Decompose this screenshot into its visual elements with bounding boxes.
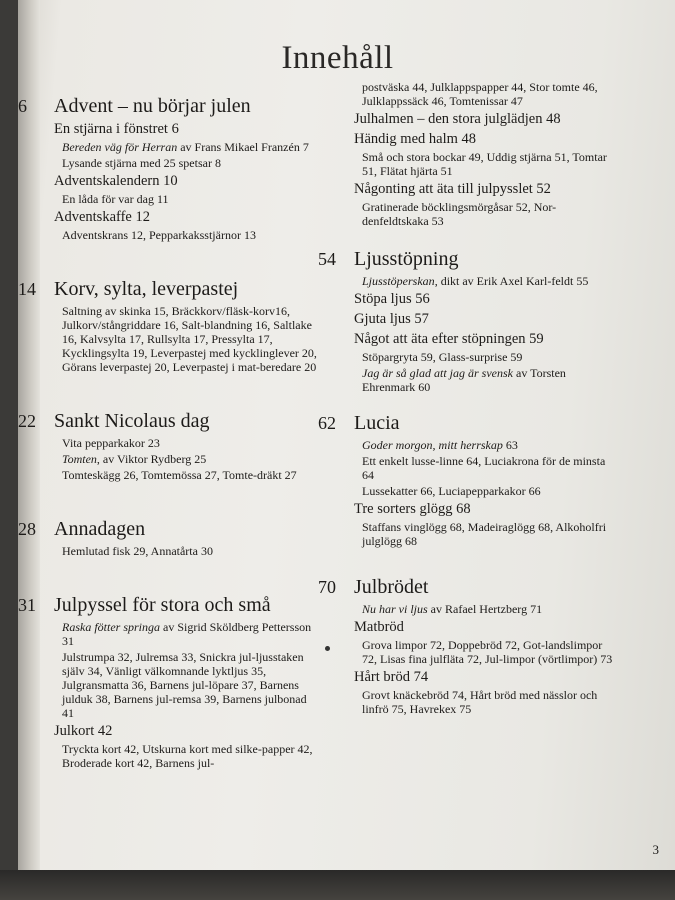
toc-entry: Tryckta kort 42, Utskurna kort med silke-papper 42, Broderade kort 42, Barnens jul- xyxy=(62,742,313,770)
toc-entry: En låda för var dag 11 xyxy=(62,192,169,206)
toc-entry: Nu har vi ljus av Rafael Hertzberg 71 xyxy=(362,602,543,616)
toc-entry: postväska 44, Julklappspapper 44, Stor tomte 46, Julklappssäck 46, Tomtenissar 47 xyxy=(362,80,598,108)
toc-entry: Tomteskägg 26, Tomtemössa 27, Tomte-dräkt 27 xyxy=(62,468,297,482)
ink-dot xyxy=(325,646,330,651)
toc-subheading: Stöpa ljus 56 xyxy=(354,291,430,307)
toc-subheading: En stjärna i fönstret 6 xyxy=(54,121,179,137)
chapter-title: Korv, sylta, leverpastej xyxy=(54,278,239,300)
chapter-heading xyxy=(318,248,618,270)
chapter-title: Julbrödet xyxy=(354,576,429,598)
toc-subheading: Tre sorters glögg 68 xyxy=(354,501,471,517)
toc-subheading: Julkort 42 xyxy=(54,723,113,739)
chapter-heading xyxy=(18,278,318,300)
chapter-number: 6 xyxy=(18,96,27,116)
toc-subheading: Händig med halm 48 xyxy=(354,131,477,147)
chapter-heading xyxy=(318,576,618,598)
page-edge-shadow xyxy=(0,870,675,900)
toc-section xyxy=(318,248,618,394)
chapter-title: Sankt Nicolaus dag xyxy=(54,410,210,432)
toc-entry: Staffans vinglögg 68, Madeiraglögg 68, Alkoholfri julglögg 68 xyxy=(362,520,607,548)
chapter-heading xyxy=(318,412,618,434)
toc-entry: Ett enkelt lusse-linne 64, Luciakrona för de minsta 64 xyxy=(362,454,606,482)
toc-section xyxy=(318,576,618,716)
page-title: Innehåll xyxy=(281,40,394,76)
toc-entry: Stöpargryta 59, Glass-surprise 59 xyxy=(362,350,523,364)
toc-entry: Julstrumpa 32, Julremsa 33, Snickra jul-ljusstaken själv 34, Vänligt välkomnande lyktljus 35, Julgransmatta 36, Barnens jul-löpare 37, Barnens julduk 38, Barnens jul-remsa 39, Barnens julbonad 41 xyxy=(62,650,307,720)
toc-subheading: Något att äta efter stöpningen 59 xyxy=(354,331,544,347)
chapter-heading xyxy=(18,594,318,616)
chapter-number: 28 xyxy=(18,519,36,539)
toc-entry: Ljusstöperskan, dikt av Erik Axel Karl-feldt 55 xyxy=(362,274,589,288)
chapter-number: 22 xyxy=(18,411,36,431)
toc-subheading: Adventskalendern 10 xyxy=(54,173,178,189)
toc-right-column xyxy=(318,78,618,716)
chapter-title: Annadagen xyxy=(54,518,146,540)
toc-entry: Jag är så glad att jag är svensk av Torsten Ehrenmark 60 xyxy=(362,366,566,394)
toc-subheading: Gjuta ljus 57 xyxy=(354,311,429,327)
toc-section xyxy=(318,412,618,548)
toc-subheading: Julhalmen – den stora julglädjen 48 xyxy=(354,111,561,127)
toc-entry: Raska fötter springa av Sigrid Sköldberg Pettersson 31 xyxy=(62,620,312,648)
toc-entry: Grova limpor 72, Doppebröd 72, Got-landslimpor 72, Lisas fina julfläta 72, Jul-limpor (vörtlimpor) 73 xyxy=(362,638,613,666)
toc-entry: Adventskrans 12, Pepparkaksstjärnor 13 xyxy=(62,228,256,242)
toc-subheading: Matbröd xyxy=(354,619,404,635)
toc-entry: Lysande stjärna med 25 spetsar 8 xyxy=(62,156,221,170)
chapter-title: Advent – nu börjar julen xyxy=(54,95,251,117)
page-number: 3 xyxy=(652,842,659,857)
toc-entry: Gratinerade böcklingsmörgåsar 52, Nor-denfeldtskaka 53 xyxy=(362,200,557,228)
toc-subheading: Hårt bröd 74 xyxy=(354,669,429,685)
chapter-heading xyxy=(18,410,318,432)
toc-entry: Tomten, av Viktor Rydberg 25 xyxy=(62,452,207,466)
toc-section xyxy=(18,95,318,242)
chapter-heading xyxy=(18,95,318,117)
chapter-title: Julpyssel för stora och små xyxy=(54,594,271,616)
chapter-number: 31 xyxy=(18,595,36,615)
chapter-title: Ljusstöpning xyxy=(354,248,459,270)
toc-entry: Grovt knäckebröd 74, Hårt bröd med nässlor och linfrö 75, Havrekex 75 xyxy=(362,688,598,716)
chapter-number: 54 xyxy=(318,249,336,269)
toc-section xyxy=(318,80,618,228)
toc-section xyxy=(18,594,318,770)
toc-entry: Bereden väg för Herran av Frans Mikael Franzén 7 xyxy=(62,140,309,154)
toc-section xyxy=(18,410,318,482)
chapter-number: 14 xyxy=(18,279,36,299)
chapter-title: Lucia xyxy=(354,412,400,434)
toc-entry: Goder morgon, mitt herrskap 63 xyxy=(362,438,518,452)
toc-entry: Vita pepparkakor 23 xyxy=(62,436,160,450)
toc-entry: Saltning av skinka 15, Bräckkorv/fläsk-korv16, Julkorv/stångriddare 16, Salt-blandning 16, Saltlake 16, Kalvsylta 17, Rullsylta 17, Pressylta 17, Kycklingsylta 19, Leverpastej med kycklinglever 20, Görans leverpastej 20, Leverpastej i mat-beredare 20 xyxy=(62,304,317,374)
toc-section xyxy=(18,518,318,558)
chapter-heading xyxy=(18,518,318,540)
toc-entry: Hemlutad fisk 29, Annatårta 30 xyxy=(62,544,213,558)
toc-entry: Små och stora bockar 49, Uddig stjärna 51, Tomtar 51, Flätat hjärta 51 xyxy=(362,150,607,178)
chapter-number: 70 xyxy=(318,577,336,597)
toc-subheading: Någonting att äta till julpysslet 52 xyxy=(354,181,551,197)
toc-left-column xyxy=(18,95,318,770)
toc-entry: Lussekatter 66, Luciapepparkakor 66 xyxy=(362,484,541,498)
toc-subheading: Adventskaffe 12 xyxy=(54,209,150,225)
chapter-number: 62 xyxy=(318,413,336,433)
toc-section xyxy=(18,278,318,374)
